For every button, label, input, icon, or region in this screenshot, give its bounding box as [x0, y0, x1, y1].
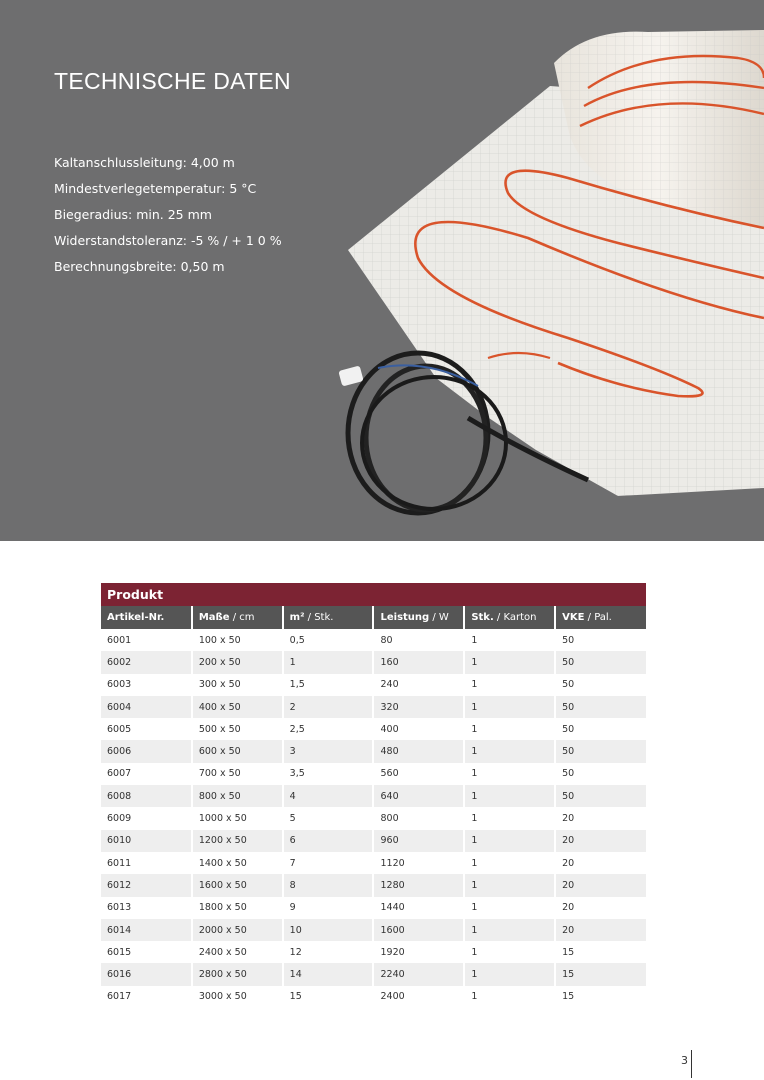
table-cell: 200 x 50 — [192, 651, 283, 673]
table-cell: 2400 x 50 — [192, 941, 283, 963]
spec-list — [54, 150, 282, 280]
column-header-article: Artikel-Nr. — [101, 606, 192, 629]
table-row — [101, 651, 646, 673]
table-row — [101, 963, 646, 985]
table-cell: 50 — [555, 718, 646, 740]
column-header-pallet: VKE / Pal. — [555, 606, 646, 629]
table-cell: 700 x 50 — [192, 763, 283, 785]
column-header-pieces: Stk. / Karton — [464, 606, 555, 629]
table-cell: 6003 — [101, 674, 192, 696]
table-cell: 8 — [283, 874, 374, 896]
table-cell: 2,5 — [283, 718, 374, 740]
table-cell: 6011 — [101, 852, 192, 874]
table-cell: 1 — [464, 986, 555, 1008]
table-cell: 3 — [283, 740, 374, 762]
page-title: TECHNISCHE DATEN — [54, 68, 291, 94]
spec-item: Kaltanschlussleitung: 4,00 m — [54, 155, 235, 170]
column-header-area: m² / Stk. — [283, 606, 374, 629]
table-cell: 400 x 50 — [192, 696, 283, 718]
table-cell: 1600 x 50 — [192, 874, 283, 896]
table-cell: 800 x 50 — [192, 785, 283, 807]
page-number-divider — [691, 1050, 692, 1078]
table-cell: 3000 x 50 — [192, 986, 283, 1008]
table-row — [101, 674, 646, 696]
table-cell: 80 — [373, 629, 464, 651]
table-cell: 6007 — [101, 763, 192, 785]
table-row — [101, 740, 646, 762]
table-row — [101, 763, 646, 785]
table-cell: 20 — [555, 919, 646, 941]
table-cell: 6013 — [101, 897, 192, 919]
table-cell: 6002 — [101, 651, 192, 673]
table-body — [101, 629, 646, 1008]
table-row — [101, 696, 646, 718]
table-cell: 600 x 50 — [192, 740, 283, 762]
table-cell: 50 — [555, 629, 646, 651]
table-cell: 15 — [283, 986, 374, 1008]
table-cell: 50 — [555, 674, 646, 696]
table-cell: 6012 — [101, 874, 192, 896]
table-cell: 1440 — [373, 897, 464, 919]
table-caption: Produkt — [101, 583, 646, 606]
table-cell: 50 — [555, 763, 646, 785]
table-cell: 50 — [555, 651, 646, 673]
table-cell: 2 — [283, 696, 374, 718]
table-cell: 100 x 50 — [192, 629, 283, 651]
table-cell: 2240 — [373, 963, 464, 985]
table-cell: 1,5 — [283, 674, 374, 696]
table-caption-row — [101, 583, 646, 606]
table-cell: 1 — [464, 807, 555, 829]
product-table — [101, 583, 646, 1008]
table-cell: 6006 — [101, 740, 192, 762]
table-cell: 0,5 — [283, 629, 374, 651]
table-cell: 1 — [464, 674, 555, 696]
table-cell: 640 — [373, 785, 464, 807]
table-cell: 6014 — [101, 919, 192, 941]
spec-item: Berechnungsbreite: 0,50 m — [54, 259, 225, 274]
table-cell: 6015 — [101, 941, 192, 963]
column-header-power: Leistung / W — [373, 606, 464, 629]
table-cell: 1 — [464, 897, 555, 919]
table-cell: 800 — [373, 807, 464, 829]
table-cell: 2000 x 50 — [192, 919, 283, 941]
table-cell: 1000 x 50 — [192, 807, 283, 829]
table-cell: 1 — [464, 718, 555, 740]
table-cell: 240 — [373, 674, 464, 696]
table-cell: 1800 x 50 — [192, 897, 283, 919]
table-cell: 320 — [373, 696, 464, 718]
table-row — [101, 629, 646, 651]
table-cell: 6009 — [101, 807, 192, 829]
table-row — [101, 807, 646, 829]
table-row — [101, 718, 646, 740]
table-row — [101, 919, 646, 941]
table-cell: 1120 — [373, 852, 464, 874]
table-cell: 1400 x 50 — [192, 852, 283, 874]
table-cell: 6004 — [101, 696, 192, 718]
table-cell: 20 — [555, 830, 646, 852]
table-cell: 20 — [555, 874, 646, 896]
table-cell: 1 — [464, 852, 555, 874]
table-cell: 1 — [464, 763, 555, 785]
table-cell: 6001 — [101, 629, 192, 651]
table-row — [101, 830, 646, 852]
table-cell: 15 — [555, 986, 646, 1008]
table-cell: 6017 — [101, 986, 192, 1008]
table-row — [101, 986, 646, 1008]
table-cell: 1 — [464, 629, 555, 651]
table-row — [101, 897, 646, 919]
table-cell: 1 — [464, 696, 555, 718]
table-cell: 300 x 50 — [192, 674, 283, 696]
table-cell: 5 — [283, 807, 374, 829]
column-header-dimensions: Maße / cm — [192, 606, 283, 629]
table-cell: 50 — [555, 740, 646, 762]
table-row — [101, 852, 646, 874]
table-cell: 6016 — [101, 963, 192, 985]
table-cell: 1 — [464, 740, 555, 762]
table-cell: 6010 — [101, 830, 192, 852]
table-cell: 12 — [283, 941, 374, 963]
table-cell: 20 — [555, 852, 646, 874]
table-cell: 10 — [283, 919, 374, 941]
table-cell: 480 — [373, 740, 464, 762]
table-cell: 6 — [283, 830, 374, 852]
spec-item: Biegeradius: min. 25 mm — [54, 207, 212, 222]
table-cell: 560 — [373, 763, 464, 785]
table-cell: 7 — [283, 852, 374, 874]
table-cell: 1280 — [373, 874, 464, 896]
table-cell: 9 — [283, 897, 374, 919]
table-cell: 1200 x 50 — [192, 830, 283, 852]
table-cell: 15 — [555, 963, 646, 985]
table-cell: 50 — [555, 785, 646, 807]
table-cell: 1 — [464, 874, 555, 896]
spec-item: Widerstandstoleranz: -5 % / + 1 0 % — [54, 233, 282, 248]
table-cell: 1 — [464, 785, 555, 807]
table-row — [101, 785, 646, 807]
page-number: 3 — [681, 1054, 688, 1067]
table-cell: 3,5 — [283, 763, 374, 785]
table-cell: 6005 — [101, 718, 192, 740]
table-cell: 1 — [464, 651, 555, 673]
table-cell: 4 — [283, 785, 374, 807]
table-cell: 1600 — [373, 919, 464, 941]
table-cell: 6008 — [101, 785, 192, 807]
table-cell: 15 — [555, 941, 646, 963]
table-cell: 160 — [373, 651, 464, 673]
table-cell: 20 — [555, 897, 646, 919]
table-cell: 1 — [464, 941, 555, 963]
table-cell: 1 — [283, 651, 374, 673]
table-row — [101, 874, 646, 896]
table-cell: 500 x 50 — [192, 718, 283, 740]
table-cell: 2800 x 50 — [192, 963, 283, 985]
table-cell: 1 — [464, 919, 555, 941]
table-cell: 1 — [464, 963, 555, 985]
table-row — [101, 941, 646, 963]
table-cell: 1 — [464, 830, 555, 852]
table-cell: 960 — [373, 830, 464, 852]
table-cell: 14 — [283, 963, 374, 985]
table-cell: 50 — [555, 696, 646, 718]
table-cell: 2400 — [373, 986, 464, 1008]
table-cell: 1920 — [373, 941, 464, 963]
heating-mat-photo — [318, 18, 764, 538]
table-cell: 20 — [555, 807, 646, 829]
table-header-row — [101, 606, 646, 629]
table-cell: 400 — [373, 718, 464, 740]
spec-item: Mindestverlegetemperatur: 5 °C — [54, 181, 257, 196]
